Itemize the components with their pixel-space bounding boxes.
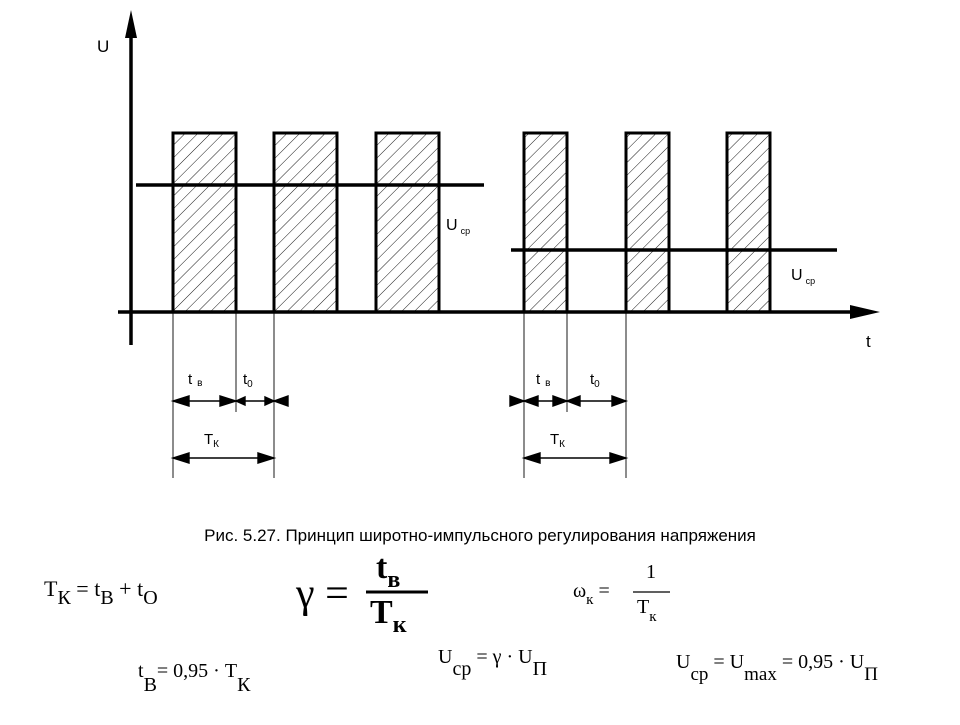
t-axis-label: t [866,332,871,351]
pulse [376,133,439,312]
average-voltage-label-high: U $_{ср}$ [446,217,471,236]
pulse [173,133,236,312]
pulse [727,133,770,312]
dimension-lines-left [173,396,288,463]
formula-period: TК = tВ + tО [44,576,158,609]
pulse-width-label-right: tв [536,371,551,389]
period-label-right: $T_К$ [550,431,565,450]
formula-average-voltage: Uср = γ · UП [438,646,548,680]
u-axis [125,10,137,345]
pulse [524,133,567,312]
formula-gamma-numerator: $t_в$ [376,549,401,593]
period-label-left: $T_К$ [204,431,219,450]
pulse-width-label-left: tв [188,371,203,389]
pause-label-left: $t_0$ [243,371,253,390]
formula-omega-lhs: $\omega_к$ = [573,580,610,608]
dimension-lines-right [510,396,626,463]
u-axis-arrow [125,10,137,38]
u-axis-label: U [97,37,110,56]
formula-pulse-width: tВ= 0,95 · TК [138,660,251,696]
pulses-low-duty [524,133,770,312]
formula-omega-numerator: 1 [646,561,656,583]
pulses-high-duty [173,133,439,312]
figure-caption: Рис. 5.27. Принцип широтно-импульсного регулирования напряжения [204,526,756,545]
formula-omega-denominator: $T_к$ [637,596,657,625]
formula-gamma-denominator: $T_к$ [370,594,407,638]
t-axis-arrow [850,305,880,319]
pause-label-right: $t_0$ [590,371,600,390]
pulse [626,133,669,312]
formula-gamma-symbol: γ = [296,571,349,617]
average-voltage-label-low: U $_{ср}$ [791,267,816,286]
formula-average-voltage-max: Uср = Umax = 0,95 · UП [676,651,878,685]
pulse [274,133,337,312]
